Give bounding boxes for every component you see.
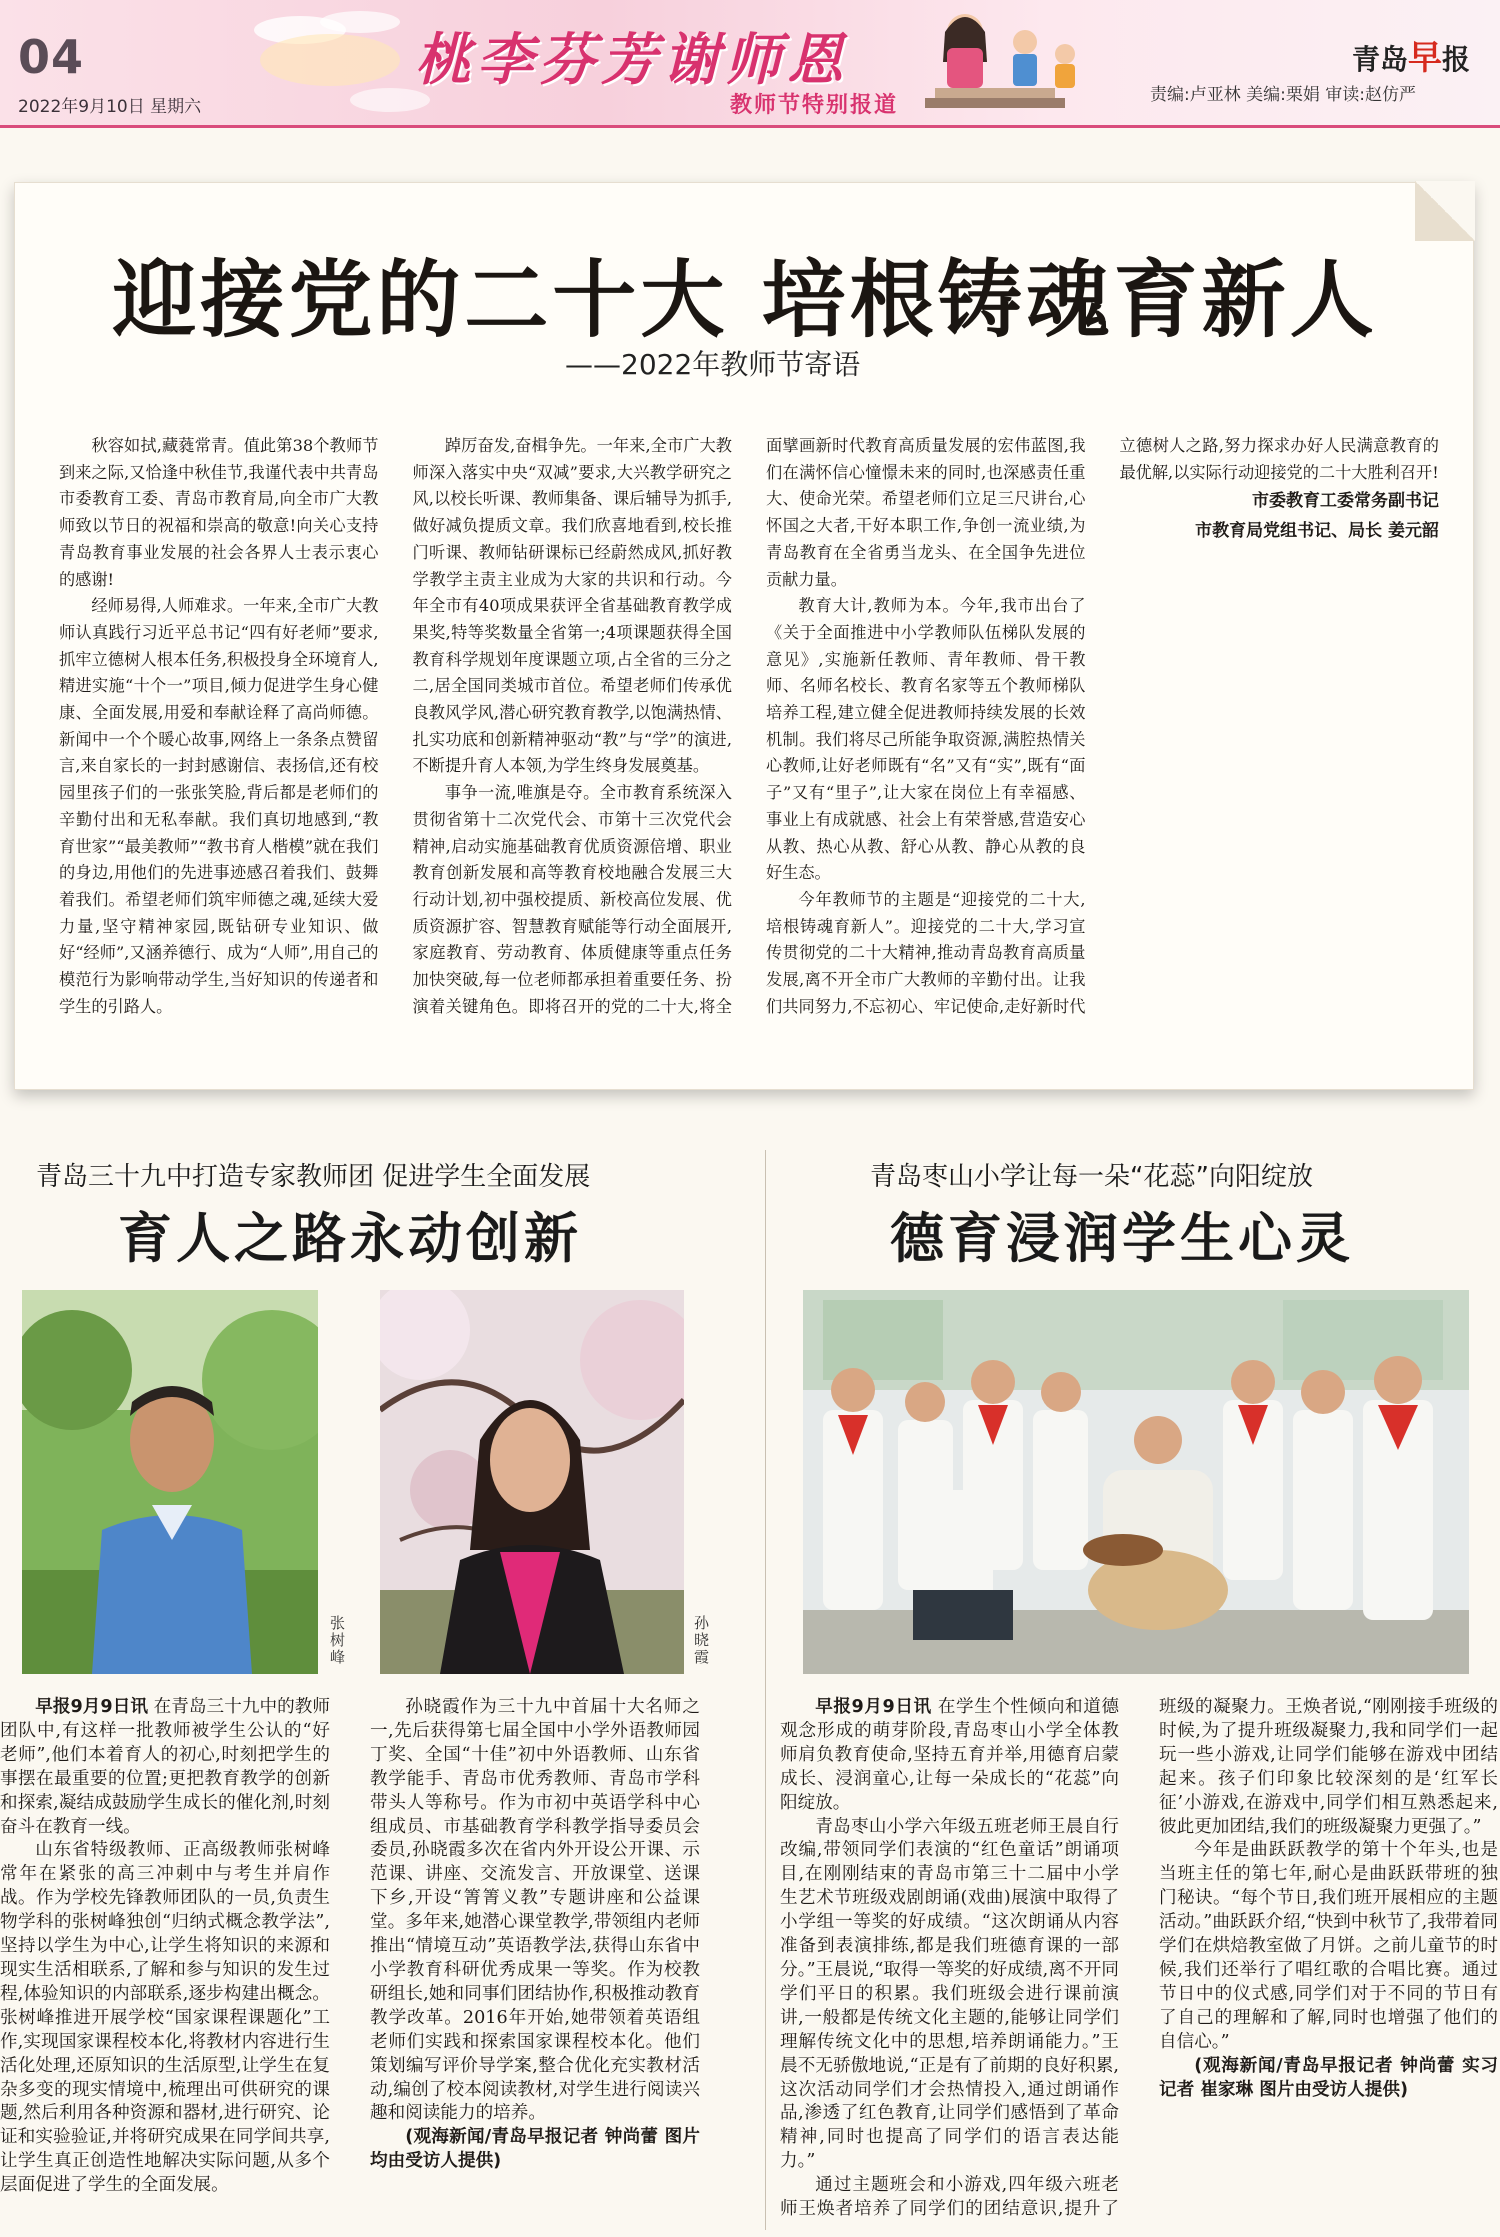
teacher-illustration-icon — [905, 2, 1095, 126]
section-title: 桃李芬芳谢师恩 — [415, 27, 849, 93]
photo-classroom-students — [803, 1290, 1469, 1674]
story-right-headline: 德育浸润学生心灵 — [890, 1206, 1354, 1270]
section-subtitle: 教师节特别报道 — [730, 93, 899, 118]
editor-credits: 责编:卢亚林 美编:栗娟 审读:赵仿严 — [1150, 85, 1416, 105]
story-paragraph: 孙晓霞作为三十九中首届十大名师之一,先后获得第七届全国中小学外语教师园丁奖、全国“十佳”初中外语教师、山东省教学能手、青岛市优秀教师、青岛市学科带头人等称号。作为市初中英语学科中心组成员、市基础教育学科教学指导委员会委员,孙晓霞多次在省内外开设公开课、示范课、讲座、交流发言、开放课堂、送课下乡,开设“箐箐义教”专题讲座和公益课堂。多年来,她潜心课堂教学,带领组内老师推出“情境互动”英语教学法,获得山东省中小学教育科研优秀成果一等奖。作为校教研组长,她和同事们团结协作,积极推动教育教学改革。2016年开始,她带领着英语组老师们实践和探索国家课程校本化。他们策划编写评价导学案,整合优化充实教材活动,编创了校本阅读教材,对学生进行阅读兴趣和阅读能力的培养。 — [370, 1697, 700, 2124]
story-paragraph: 山东省特级教师、正高级教师张树峰常年在紧张的高三冲刺中与考生并肩作战。作为学校先锋教师团队的一员,负责生物学科的张树峰独创“归纳式概念教学法”,坚持以学生为中心,让学生将知识的来源和现实生活相联系,了解和参与知识的发生过程,体验知识的内部联系,逐步构建出概念。张树峰推进开展学校“国家课程课题化”工作,实现国家课程校本化,将教材内容进行生活化处理,还原知识的生活原型,让学生在复杂多变的现实情境中,梳理出可供研究的课题,然后利用各种资源和器材,进行研究、论证和实验验证,并将研究成果在同学间共享,让学生真正创造性地解决实际问题,从多个层面促进了学生的全面发展。 — [0, 1840, 330, 2196]
issue-date: 2022年9月10日 星期六 — [18, 97, 202, 117]
lead-paragraph: 今年教师节的主题是“迎接党的二十大,培根铸魂育新人”。迎接党的二十大,学习宣传贯彻党的二十大精神,推动青岛教育高质量发展,离不开全市广大教师的辛勤付出。让我们共同努力,不忘初心、牢记使命,走好新时代立德树人之路,努力探求办好人民满意教育的最优解,以实际行动迎接党的二十大胜利召开! — [766, 436, 1439, 1016]
story-left-body — [0, 1696, 700, 2234]
lead-paragraph: 经师易得,人师难求。一年来,全市广大教师认真践行习近平总书记“四有好老师”要求,抓牢立德树人根本任务,积极投身全环境育人,精进实施“十个一”项目,倾力促进学生身心健康、全面发展,用爱和奉献诠释了高尚师德。新闻中一个个暖心故事,网络上一条条点赞留言,来自家长的一封封感谢信、表扬信,还有校园里孩子们的一张张笑脸,背后都是老师们的辛勤付出和无私奉献。我们真切地感到,“教育世家”“最美教师”“教书育人楷模”就在我们的身边,用他们的先进事迹感召着我们、鼓舞着我们。希望老师们筑牢师德之魂,延续大爱力量,坚守精神家园,既钻研专业知识、做好“经师”,又涵养德行、成为“人师”,用自己的模范行为影响带动学生,当好知识的传递者和学生的引路人。 — [59, 596, 379, 1016]
story-right-kicker: 青岛枣山小学让每一朵“花蕊”向阳绽放 — [870, 1162, 1313, 1192]
story-left-kicker: 青岛三十九中打造专家教师团 促进学生全面发展 — [36, 1162, 591, 1192]
story-right-body — [780, 1696, 1498, 2234]
paper-logo: 青岛早报 — [1352, 38, 1471, 78]
lead-body — [59, 433, 1439, 1043]
signature-name: 市教育局党组书记、局长 姜元韶 — [1195, 521, 1439, 542]
photo-caption: 张树峰 — [330, 1614, 346, 1666]
story-left-dateline: 早报9月9日讯 — [35, 1697, 148, 1717]
story-left-headline: 育人之路永动创新 — [118, 1206, 582, 1270]
story-paragraph: 在青岛三十九中的教师团队中,有这样一批教师被学生公认的“好老师”,他们本着育人的初心,时刻把学生的事摆在最重要的位置;更把教育教学的创新和探索,凝结成鼓励学生成长的催化剂,时刻奋斗在教育一线。 — [0, 1697, 330, 1837]
lead-paragraph: 教育大计,教师为本。今年,我市出台了《关于全面推进中小学教师队伍梯队发展的意见》,实施新任教师、青年教师、骨干教师、名师名校长、教育名家等五个教师梯队培养工程,建立健全促进教师持续发展的长效机制。我们将尽己所能争取资源,满腔热情关心教师,让好老师既有“名”又有“实”,既有“面子”又有“里子”,让大家在岗位上有幸福感、事业上有成就感、社会上有荣誉感,营造安心从教、热心从教、舒心从教、静心从教的良好生态。 — [766, 596, 1086, 883]
story-divider — [765, 1150, 766, 2230]
story-right-credit: (观海新闻/青岛早报记者 钟尚蕾 实习记者 崔家琳 图片由受访人提供) — [1159, 2055, 1498, 2100]
signature-title: 市委教育工委常务副书记 — [1252, 491, 1439, 512]
lead-paragraph: 踔厉奋发,奋楫争先。一年来,全市广大教师深入落实中央“双减”要求,大兴教学研究之风,以校长听课、教师集备、课后辅导为抓手,做好减负提质文章。我们欣喜地看到,校长推门听课、教师钻研课标已经蔚然成风,抓好教学教学主责主业成为大家的共识和行动。今年全市有40项成果获评全省基础教育教学成果奖,特等奖数量全省第一;4项课题获得全国教育科学规划年度课题立项,占全省的三分之二,居全国同类城市首位。希望老师们传承优良教风学风,潜心研究教育教学,以饱满热情、扎实功底和创新精神驱动“教”与“学”的演进,不断提升育人本领,为学生终身发展奠基。 — [412, 436, 732, 776]
story-left-credit: (观海新闻/青岛早报记者 钟尚蕾 图片均由受访人提供) — [370, 2127, 700, 2172]
cloud-decoration-icon — [240, 0, 440, 128]
story-paragraph: 通过主题班会和小游戏,四年级六班老师王焕者培养了同学们的团结意识,提升了班级的凝聚力。王焕者说,“刚刚接手班级的时候,为了提升班级凝聚力,我和同学们一起玩一些小游戏,让同学们能够在游戏中团结起来。孩子们印象比较深刻的是‘红军长征’小游戏,在游戏中,同学们相互熟悉起来,彼此更加团结,我们的班级凝聚力更强了。” — [780, 1697, 1498, 2220]
story-paragraph: 青岛枣山小学六年级五班老师王晨自行改编,带领同学们表演的“红色童话”朗诵项目,在刚刚结束的青岛市第三十二届中小学生艺术节班级戏剧朗诵(戏曲)展演中取得了小学组一等奖的好成绩。“这次朗诵从内容准备到表演排练,都是我们班德育课的一部分。”王晨说,“取得一等奖的好成绩,离不开同学们平日的积累。我们班级会进行课前演讲,一般都是传统文化主题的,能够让同学们理解传统文化中的思想,培养朗诵能力。”王晨不无骄傲地说,“正是有了前期的良好积累,这次活动同学们才会热情投入,通过朗诵作品,渗透了红色教育,让同学们感悟到了革命精神,同时也提高了同学们的语言表达能力。” — [780, 1816, 1119, 2172]
story-right-dateline: 早报9月9日讯 — [815, 1697, 932, 1717]
photo-sun-xiaoxia — [380, 1290, 684, 1674]
lead-article — [14, 182, 1474, 1090]
story-paragraph: 今年是曲跃跃教学的第十个年头,也是当班主任的第七年,耐心是曲跃跃带班的独门秘诀。“每个节日,我们班开展相应的主题活动。”曲跃跃介绍,“快到中秋节了,我带着同学们在烘焙教室做了月饼。之前儿童节的时候,我们还举行了唱红歌的合唱比赛。通过节日中的仪式感,同学们对于不同的节日有了自己的理解和了解,同时也增强了他们的自信心。” — [1159, 1840, 1498, 2052]
lead-paragraph: 秋容如拭,藏蕤常青。值此第38个教师节到来之际,又恰逢中秋佳节,我谨代表中共青岛市委教育工委、青岛市教育局,向全市广大教师致以节日的祝福和崇高的敬意!向关心支持青岛教育事业发展的社会各界人士表示衷心的感谢! — [59, 436, 379, 589]
photo-zhang-shufeng — [22, 1290, 318, 1674]
lead-paragraph: 事争一流,唯旗是夺。全市教育系统深入贯彻省第十二次党代会、市第十三次党代会精神,启动实施基础教育优质资源倍增、职业教育创新发展和高等教育校地融合发展三大行动计划,初中强校提质、新校高位发展、优质资源扩容、智慧教育赋能等行动全面展开,家庭教育、劳动教育、体质健康等重点任务加快突破,每一位老师都承担着重要任务、扮演着关键角色。即将召开的党的二十大,将全面擘画新时代教育高质量发展的宏伟蓝图,我们在满怀信心憧憬未来的同时,也深感责任重大、使命光荣。希望老师们立足三尺讲台,心怀国之大者,干好本职工作,争创一流业绩,为青岛教育在全省勇当龙头、在全国争先进位贡献力量。 — [412, 436, 1086, 1016]
page-number: 04 — [18, 30, 85, 84]
masthead — [0, 0, 1500, 128]
lead-subheadline: ——2022年教师节寄语 — [565, 348, 861, 381]
lead-headline: 迎接党的二十大 培根铸魂育新人 — [112, 250, 1378, 349]
photo-caption: 孙晓霞 — [694, 1614, 710, 1666]
story-paragraph: 在学生个性倾向和道德观念形成的萌芽阶段,青岛枣山小学全体教师肩负教育使命,坚持五育并举,用德育启蒙成长、浸润童心,让每一朵成长的“花蕊”向阳绽放。 — [780, 1697, 1119, 1813]
